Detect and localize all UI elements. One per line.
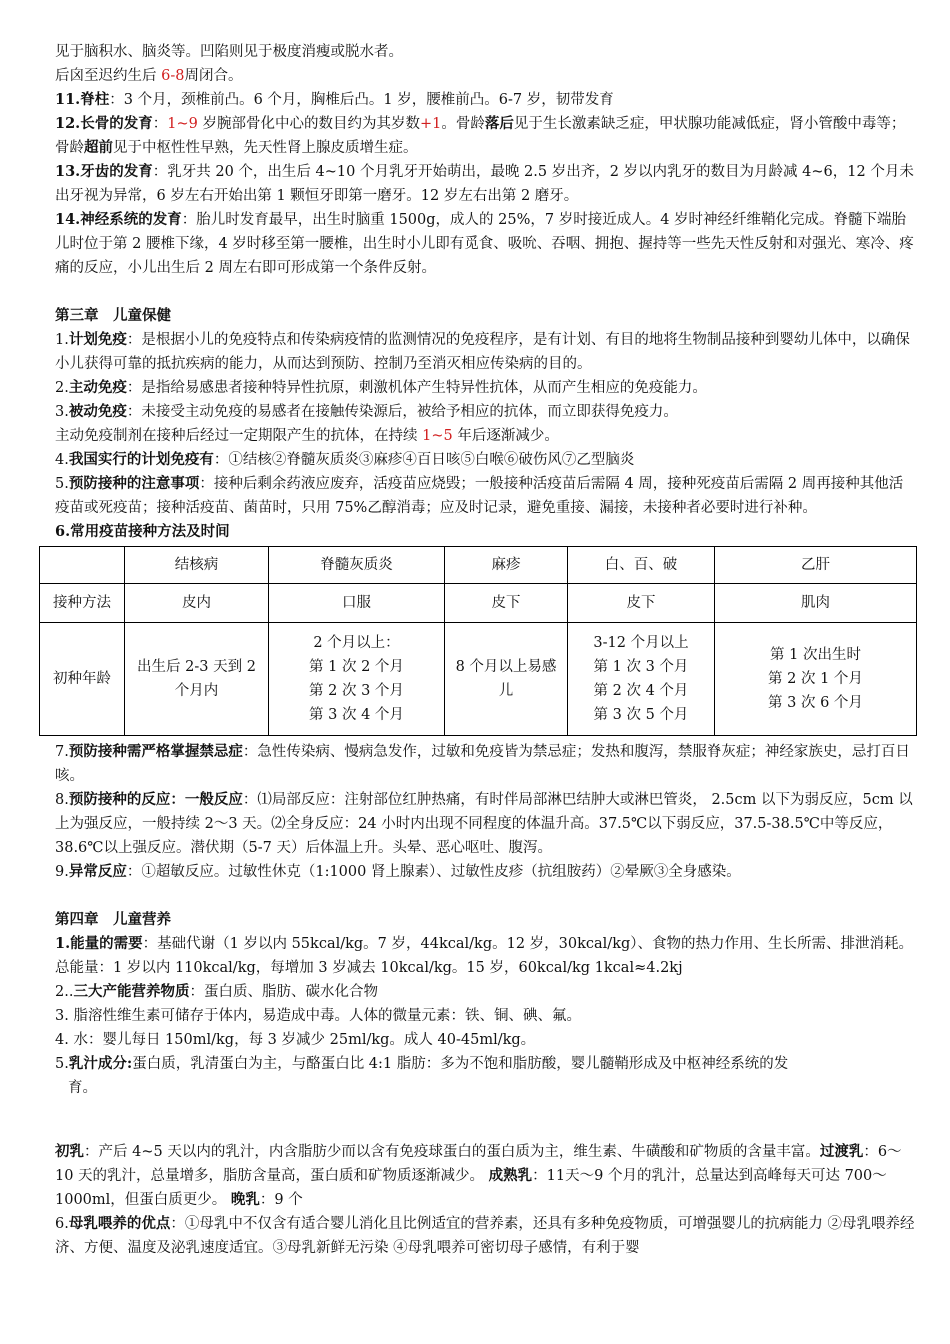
row-label: 初种年龄 <box>40 623 125 736</box>
item-milk-composition: 5.乳汁成分:蛋白质，乳清蛋白为主，与酪蛋白比 4:1 脂肪：多为不饱和脂肪酸，婴儿髓鞘形成及中枢神经系统的发 <box>55 1055 789 1072</box>
item-vitamins: 3. 脂溶性维生素可储存于体内，易造成中毒。人体的微量元素：铁、铜、碘、氟。 <box>55 1008 581 1024</box>
item-water: 4. 水：婴儿每日 150ml/kg，每 3 岁减少 25ml/kg。成人 40-45ml/kg。 <box>55 1032 536 1048</box>
highlight-value: 6-8 <box>161 68 185 84</box>
table-header-cell: 乙肝 <box>715 547 917 584</box>
total-energy: 总能量：1 岁以内 110kcal/kg，每增加 3 岁减去 10kcal/kg。15 岁，60kcal/kg 1kcal≈4.2kj <box>55 960 683 976</box>
item-planned-immunization: 1.计划免疫：是根据小儿的免疫特点和传染病疫情的监测情况的免疫程序，是有计划、有目的地将生物制品接种到婴幼儿体中，以确保小儿获得可靠的抵抗疾病的能力，从而达到预防、控制乃至消灭相应传染病的目的。 <box>55 331 910 372</box>
item-national-immunization: 4.我国实行的计划免疫有：①结核②脊髓灰质炎③麻疹④百日咳⑤白喉⑥破伤风⑦乙型脑炎 <box>55 451 635 468</box>
table-cell: 出生后 2-3 天到 2 个月内 <box>125 623 269 736</box>
item-milk-composition-cont: 育。 <box>68 1080 97 1096</box>
item-teeth: 13.牙齿的发育：乳牙共 20 个，出生后 4~10 个月乳牙开始萌出，最晚 2.5 岁出齐，2 岁以内乳牙的数目为月龄减 4~6，12 个月未出牙视为异常，6 岁左右开始出第 1 颗恒牙即第一磨牙。12 岁左右出第 2 磨牙。 <box>55 163 914 204</box>
item-energy: 1.能量的需要：基础代谢（1 岁以内 55kcal/kg。7 岁，44kcal/kg。12 岁，30kcal/kg）、食物的热力作用、生长所需、排泄消耗。 <box>55 935 914 952</box>
item-active-immunity: 2.主动免疫：是指给易感患者接种特异性抗原，刺激机体产生特异性抗体，从而产生相应的免疫能力。 <box>55 379 707 396</box>
intro-fontanelle-line: 后囟至迟约生后 6-8周闭合。 <box>55 68 243 84</box>
item-nervous-system: 14.神经系统的发育：胎儿时发育最早，出生时脑重 1500g，成人的 25%，7 岁时接近成人。4 岁时神经纤维鞘化完成。脊髓下端胎儿时位于第 2 腰椎下缘，4 岁时移至第一腰椎，出生时小儿即有觅食、吸吮、吞咽、拥抱、握持等一些先天性反射和对强光、寒冷、疼痛的反应，小儿出生后 2 周左右即可形成第一个条件反射。 <box>55 211 914 276</box>
vaccine-table <box>39 546 917 736</box>
table-cell: 2 个月以上： 第 1 次 2 个月 第 2 次 3 个月 第 3 次 4 个月 <box>269 623 445 736</box>
table-header-cell: 结核病 <box>125 547 269 584</box>
table-cell: 皮下 <box>445 584 568 623</box>
chapter4-heading: 第四章 儿童营养 <box>55 911 171 928</box>
table-cell: 肌肉 <box>715 584 917 623</box>
table-header-cell: 麻疹 <box>445 547 568 584</box>
item-long-bone: 12.长骨的发育：1~9 岁腕部骨化中心的数目约为其岁数+1。骨龄落后见于生长激素缺乏症，甲状腺功能减低症，肾小管酸中毒等；骨龄超前见于中枢性性早熟，先天性肾上腺皮质增生症。 <box>55 115 906 156</box>
chapter3-heading: 第三章 儿童保健 <box>55 307 171 324</box>
immunity-note: 主动免疫制剂在接种后经过一定期限产生的抗体，在持续 1~5 年后逐渐减少。 <box>55 428 559 444</box>
table-row <box>40 584 917 623</box>
document-page <box>55 40 915 1260</box>
table-header-cell: 白、百、破 <box>568 547 715 584</box>
item-breastfeeding-benefits: 6.母乳喂养的优点：①母乳中不仅含有适合婴儿消化且比例适宜的营养素，还具有多种免疫物质，可增强婴儿的抗病能力 ②母乳喂养经济、方便、温度及泌乳速度适宜。③母乳新鲜无污染 ④母乳喂养可密切母子感情，有利于婴 <box>55 1215 915 1256</box>
table-cell: 第 1 次出生时 第 2 次 1 个月 第 3 次 6 个月 <box>715 623 917 736</box>
item-vaccine-reactions: 8.预防接种的反应：一般反应：⑴局部反应：注射部位红肿热痛，有时伴局部淋巴结肿大或淋巴管炎， 2.5cm 以下为弱反应，5cm 以上为强反应，一般持续 2〜3 天。⑵全身反应：24 小时内出现不同程度的体温升高。37.5℃以下弱反应，37.5-38.5℃中等反应，38.6℃以上强反应。潜伏期（5-7 天）后体温上升。头晕、恶心呕吐、腹泻。 <box>55 791 913 856</box>
table-header-cell: 脊髓灰质炎 <box>269 547 445 584</box>
table-cell <box>40 547 125 584</box>
table-header-row <box>40 547 917 584</box>
item-abnormal-reactions: 9.异常反应：①超敏反应。过敏性休克（1:1000 肾上腺素）、过敏性皮疹（抗组胺药）②晕厥③全身感染。 <box>55 863 741 880</box>
row-label: 接种方法 <box>40 584 125 623</box>
vaccine-table-title: 6.常用疫苗接种方法及时间 <box>55 523 230 540</box>
table-cell: 8 个月以上易感儿 <box>445 623 568 736</box>
intro-line: 见于脑积水、脑炎等。凹陷则见于极度消瘦或脱水者。 <box>55 44 403 60</box>
item-macronutrients: 2..三大产能营养物质：蛋白质、脂肪、碳水化合物 <box>55 983 378 1000</box>
item-vaccination-notes: 5.预防接种的注意事项：接种后剩余药液应废弃，活疫苗应烧毁；一般接种活疫苗后需隔 4 周，接种死疫苗后需隔 2 周再接种其他活疫苗或死疫苗；接种活疫苗、菌苗时，只用 75%乙醇消毒；应及时记录，避免重接、漏接，未接种者必要时进行补种。 <box>55 475 904 516</box>
table-row <box>40 623 917 736</box>
item-spine: 11.脊柱：3 个月，颈椎前凸。6 个月，胸椎后凸。1 岁，腰椎前凸。6-7 岁，韧带发育 <box>55 91 614 108</box>
table-cell: 皮内 <box>125 584 269 623</box>
item-contraindications: 7.预防接种需严格掌握禁忌症：急性传染病、慢病急发作，过敏和免疫皆为禁忌症；发热和腹泻，禁服脊灰症；神经家族史，忌打百日咳。 <box>55 743 910 784</box>
table-cell: 皮下 <box>568 584 715 623</box>
item-passive-immunity: 3.被动免疫：未接受主动免疫的易感者在接触传染源后，被给予相应的抗体，而立即获得免疫力。 <box>55 403 678 420</box>
table-cell: 3-12 个月以上 第 1 次 3 个月 第 2 次 4 个月 第 3 次 5 个月 <box>568 623 715 736</box>
milk-stages: 初乳：产后 4~5 天以内的乳汁，内含脂肪少而以含有免疫球蛋白的蛋白质为主，维生素、牛磺酸和矿物质的含量丰富。过渡乳：6～10 天的乳汁，总量增多，脂肪含量高，蛋白质和矿物质逐渐减少。 成熟乳：11天～9 个月的乳汁，总量达到高峰每天可达 700～1000ml，但蛋白质更少。 晚乳：9 个 <box>55 1143 902 1208</box>
table-cell: 口服 <box>269 584 445 623</box>
